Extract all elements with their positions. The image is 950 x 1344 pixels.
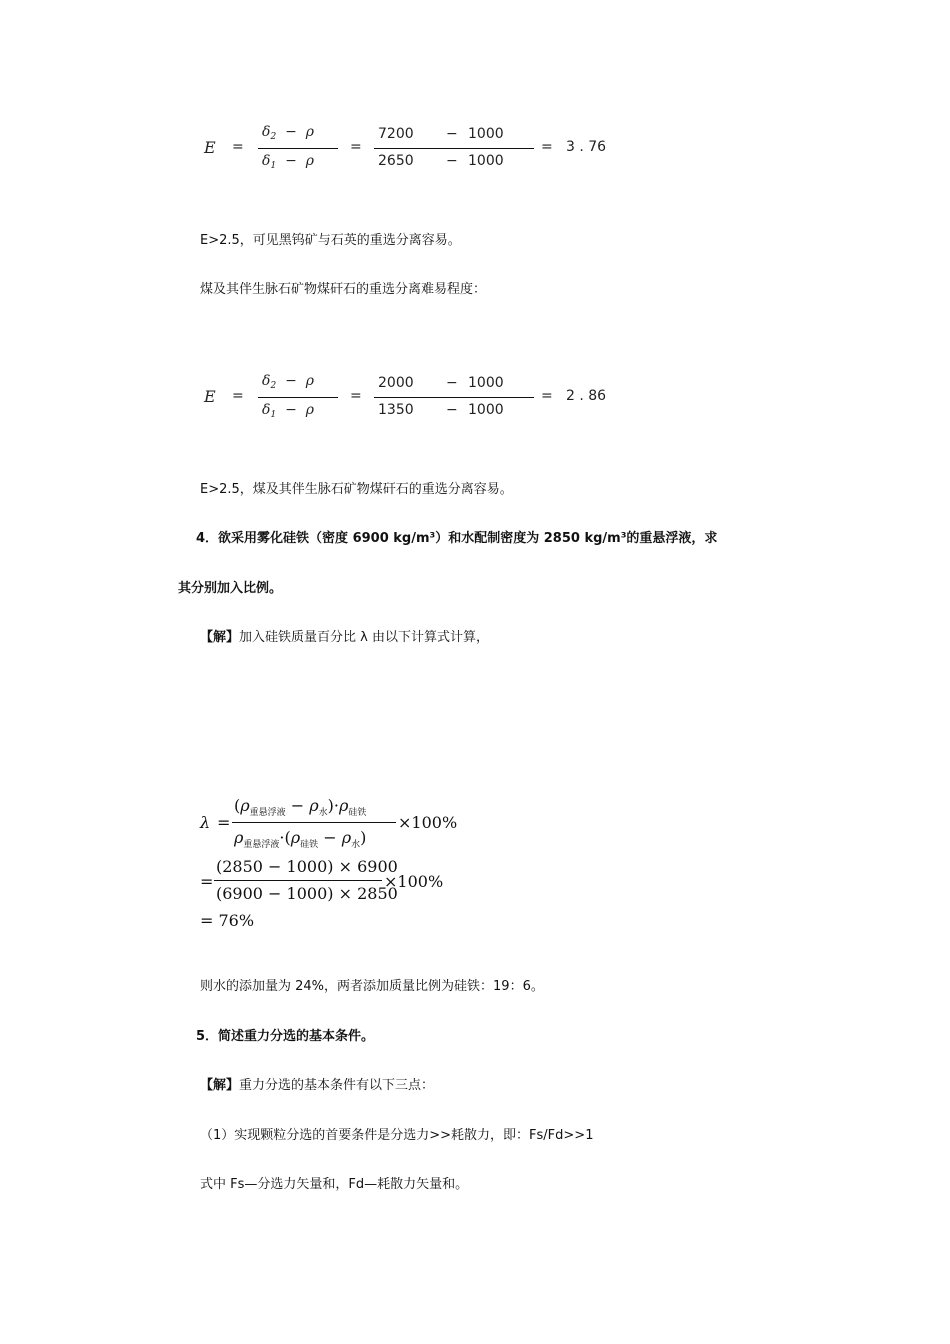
eq3-sub-fesi-2: 硅铁 (300, 840, 319, 850)
eq2-equals: = (232, 388, 244, 404)
eq1-num-b: 1000 (468, 126, 504, 142)
eq1-num-a: 7200 (378, 126, 414, 142)
eq2-frac-bar-1 (258, 397, 338, 398)
eq3-lambda: λ (200, 813, 211, 832)
eq1-frac-bar-2 (374, 148, 534, 149)
paragraph-6: 式中 Fs—分选力矢量和，Fd—耗散力矢量和。 (200, 1177, 469, 1192)
eq3-frac-bar-1 (232, 822, 396, 823)
eq3-times-1: ×100% (398, 813, 458, 832)
question-5-number: 5． (196, 1029, 219, 1044)
eq1-num-symbol: $\delta_2 - \rho$ (262, 124, 314, 142)
eq1-result: 3 . 76 (566, 139, 607, 155)
eq1-lhs: E (204, 138, 216, 157)
eq2-den-symbol: $\delta_1 - \rho$ (262, 402, 314, 420)
eq1-den-b: 1000 (468, 153, 504, 169)
eq1-equals-3: = (541, 139, 553, 155)
question-4-text: 欲采用雾化硅铁（密度 6900 kg/m³）和水配制密度为 2850 kg/m³的重悬浮液，求 (218, 531, 718, 546)
eq3-sub-water-1: 水 (318, 808, 328, 818)
eq3-line1-denominator: $\rho_{重悬浮液}\cdot(\rho_{硅铁} - \rho_水)$ (234, 828, 367, 850)
eq2-den-b: 1000 (468, 402, 504, 418)
question-5-text: 简述重力分选的基本条件。 (218, 1029, 375, 1044)
eq2-lhs: E (204, 387, 216, 406)
eq1-equals: = (232, 139, 244, 155)
eq2-num-symbol: $\delta_2 - \rho$ (262, 373, 314, 391)
eq3-frac-bar-2 (214, 880, 382, 881)
question-4-number: 4． (196, 531, 219, 546)
solution-5 (200, 1074, 434, 1093)
paragraph-4: 则水的添加量为 24%，两者添加质量比例为硅铁：19：6。 (200, 979, 544, 994)
eq1-den-op: − (446, 153, 458, 169)
eq2-den-op: − (446, 402, 458, 418)
paragraph-2: 煤及其伴生脉石矿物煤矸石的重选分离难易程度： (200, 282, 487, 297)
solution-5-tag: 【解】 (200, 1078, 240, 1093)
eq1-frac-bar-1 (258, 148, 338, 149)
eq3-times-2: ×100% (384, 872, 444, 891)
eq2-equals-3: = (541, 388, 553, 404)
solution-4-tag: 【解】 (200, 630, 240, 645)
solution-4 (200, 626, 489, 645)
eq3-result: = 76% (200, 911, 255, 930)
eq3-sub-susp-2: 重悬浮液 (243, 840, 280, 850)
eq3-line1-numerator: $(\rho_{重悬浮液} - \rho_水)\cdot\rho_{硅铁}$ (234, 796, 367, 818)
question-4-line-1 (196, 527, 717, 546)
eq1-den-a: 2650 (378, 153, 414, 169)
paragraph-1: E>2.5，可见黑钨矿与石英的重选分离容易。 (200, 233, 461, 248)
eq2-frac-bar-2 (374, 397, 534, 398)
eq3-equals-1: = (217, 813, 231, 832)
question-4-line-2: 其分别加入比例。 (178, 581, 283, 596)
eq2-num-op: − (446, 375, 458, 391)
eq1-equals-2: = (350, 139, 362, 155)
eq3-equals-2: = (200, 872, 214, 891)
paragraph-5: （1）实现颗粒分选的首要条件是分选力>>耗散力，即：Fs/Fd>>1 (200, 1128, 594, 1143)
eq3-sub-susp-1: 重悬浮液 (249, 808, 286, 818)
eq3-line2-numerator: (2850 − 1000) × 6900 (216, 857, 398, 876)
solution-4-text: 加入硅铁质量百分比 λ 由以下计算式计算， (239, 630, 489, 645)
eq2-equals-2: = (350, 388, 362, 404)
eq2-num-b: 1000 (468, 375, 504, 391)
eq3-line2-denominator: (6900 − 1000) × 2850 (216, 884, 398, 903)
eq1-den-symbol: $\delta_1 - \rho$ (262, 153, 314, 171)
eq1-num-op: − (446, 126, 458, 142)
eq3-sub-water-2: 水 (351, 840, 361, 850)
solution-5-text: 重力分选的基本条件有以下三点： (239, 1078, 435, 1093)
eq2-result: 2 . 86 (566, 388, 607, 404)
eq2-num-a: 2000 (378, 375, 414, 391)
eq3-sub-fesi-1: 硅铁 (348, 808, 367, 818)
question-5 (196, 1025, 374, 1044)
eq2-den-a: 1350 (378, 402, 414, 418)
paragraph-3: E>2.5，煤及其伴生脉石矿物煤矸石的重选分离容易。 (200, 482, 513, 497)
